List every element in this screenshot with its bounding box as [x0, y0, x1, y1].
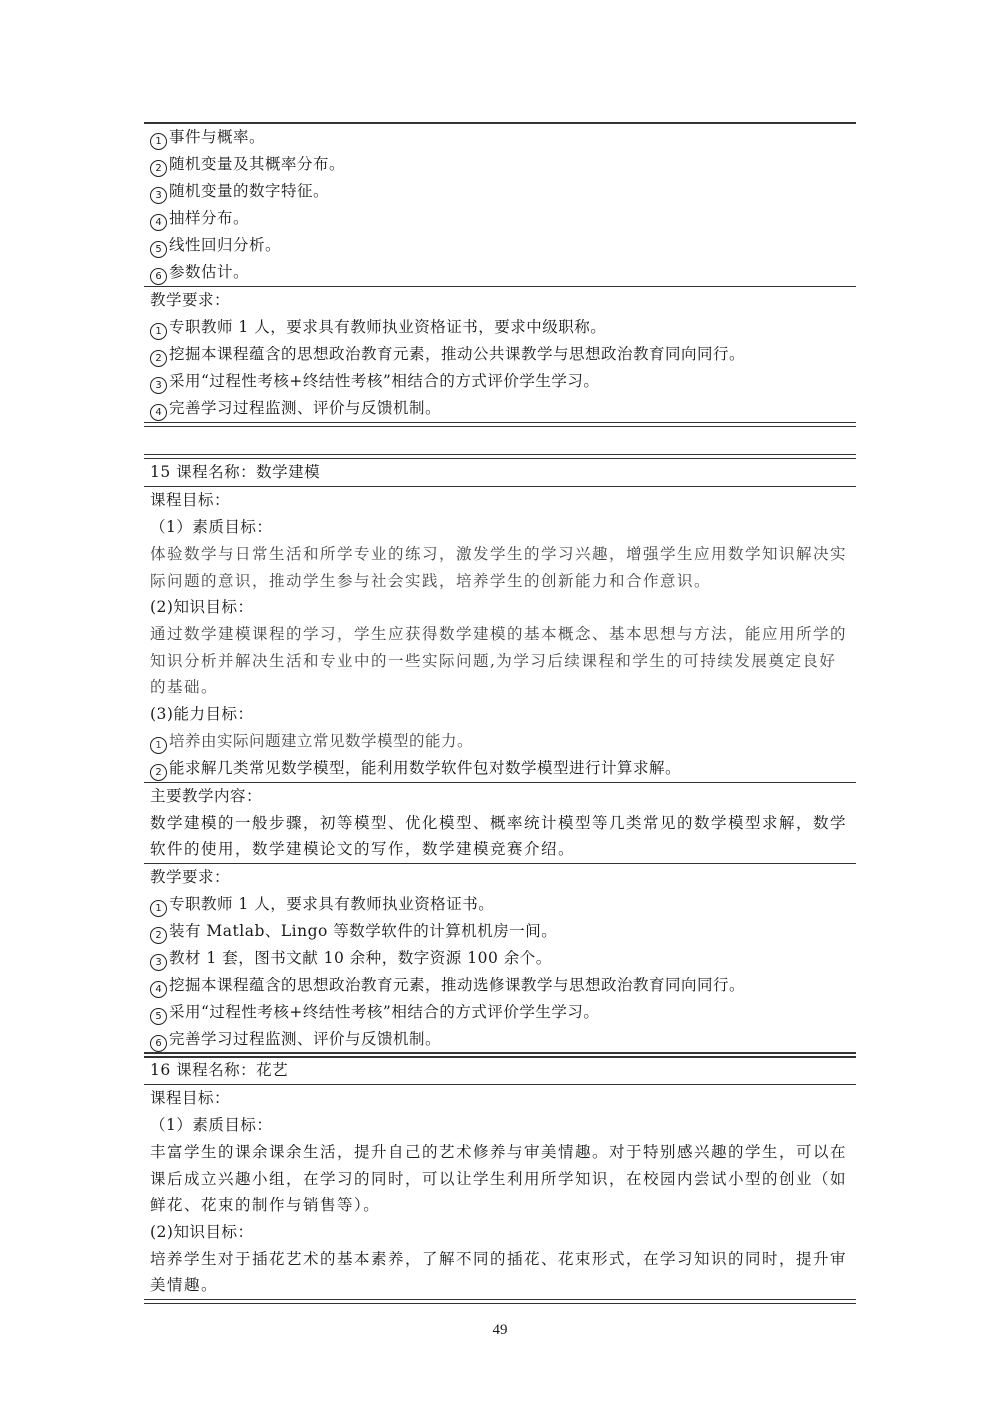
- circled-number: 3: [150, 377, 167, 394]
- list-item-text: 采用“过程性考核+终结性考核”相结合的方式评价学生学习。: [169, 372, 600, 390]
- list-item-text: 随机变量的数字特征。: [169, 182, 330, 200]
- list-item: [144, 945, 856, 972]
- list-item: [144, 259, 856, 286]
- list-item-text: 完善学习过程监测、评价与反馈机制。: [169, 399, 442, 417]
- circled-number: 2: [150, 764, 167, 781]
- paragraph-quality: 体验数学与日常生活和所学专业的练习，激发学生的学习兴趣，增强学生应用数学知识解决实际问题的意识，推动学生参与社会实践，培养学生的创新能力和合作意识。: [150, 545, 848, 590]
- list-item: [144, 891, 856, 918]
- circled-number: 5: [150, 241, 167, 258]
- list-item: [144, 368, 856, 395]
- section-heading-requirements: 教学要求：: [150, 867, 231, 886]
- paragraph-knowledge: 培养学生对于插花艺术的基本素养，了解不同的插花、花束形式，在学习知识的同时，提升审美情趣。: [150, 1249, 848, 1294]
- list-item: [144, 314, 856, 341]
- course-block-floral-art: [144, 1052, 856, 1304]
- list-item-text: 装有 Matlab、Lingo 等数学软件的计算机机房一间。: [169, 921, 558, 940]
- circled-number: 2: [150, 350, 167, 367]
- page-number: 49: [492, 1322, 508, 1338]
- list-item-text: 事件与概率。: [169, 128, 266, 146]
- circled-number: 6: [150, 268, 167, 285]
- course-title: 15 课程名称：数学建模: [150, 463, 321, 481]
- circled-number: 1: [150, 900, 167, 917]
- list-item: [144, 972, 856, 999]
- list-item-text: 专职教师 1 人，要求具有教师执业资格证书。: [169, 894, 495, 913]
- circled-number: 3: [150, 187, 167, 204]
- list-item: [144, 178, 856, 205]
- circled-number: 2: [150, 160, 167, 177]
- circled-number: 6: [150, 1035, 167, 1052]
- circled-number: 4: [150, 214, 167, 231]
- paragraph-content: 数学建模的一般步骤，初等模型、优化模型、概率统计模型等几类常见的数学模型求解，数学软件的使用，数学建模论文的写作，数学建模竞赛介绍。: [150, 813, 848, 858]
- list-item: [144, 341, 856, 368]
- course-block-probability-continued: [144, 122, 856, 427]
- circled-number: 1: [150, 323, 167, 340]
- section-heading-goals: 课程目标：: [150, 1089, 231, 1107]
- list-item: [144, 1026, 856, 1053]
- list-item-text: 抽样分布。: [169, 209, 250, 227]
- list-item-text: 采用“过程性考核+终结性考核”相结合的方式评价学生学习。: [169, 1002, 600, 1021]
- circled-number: 3: [150, 954, 167, 971]
- list-item-text: 教材 1 套，图书文献 10 余种，数字资源 100 余个。: [169, 948, 552, 967]
- list-item: [144, 755, 856, 782]
- course-title: 16 课程名称：花艺: [150, 1061, 289, 1079]
- list-item: [144, 124, 856, 151]
- table-bottom-rule: [144, 422, 856, 427]
- list-item-text: 挖掘本课程蕴含的思想政治教育元素，推动选修课教学与思想政治教育同向同行。: [169, 975, 746, 994]
- list-item: [144, 918, 856, 945]
- list-item: [144, 151, 856, 178]
- circled-number: 4: [150, 404, 167, 421]
- subheading-ability: (3)能力目标：: [150, 704, 254, 723]
- subheading-knowledge: (2)知识目标：: [150, 598, 254, 616]
- list-item-text: 参数估计。: [169, 263, 250, 281]
- list-item: [144, 395, 856, 422]
- circled-number: 5: [150, 1008, 167, 1025]
- table-bottom-rule: [144, 1299, 856, 1304]
- paragraph-knowledge: 通过数学建模课程的学习，学生应获得数学建模的基本概念、基本思想与方法，能应用所学的知识分析并解决生活和专业中的一些实际问题,为学习后续课程和学生的可持续发展奠定良好的基础。: [150, 625, 848, 696]
- section-heading-requirements: 教学要求：: [150, 291, 231, 309]
- subheading-quality: （1）素质目标：: [150, 1116, 273, 1134]
- course-block-math-modeling: [144, 454, 856, 1058]
- section-heading-content: 主要教学内容：: [150, 786, 263, 805]
- list-item-text: 随机变量及其概率分布。: [169, 155, 346, 173]
- list-item: [144, 205, 856, 232]
- list-item-text: 培养由实际问题建立常见数学模型的能力。: [169, 731, 474, 750]
- subheading-quality: （1）素质目标：: [150, 518, 273, 536]
- section-heading-goals: 课程目标：: [150, 491, 231, 509]
- list-item-text: 完善学习过程监测、评价与反馈机制。: [169, 1029, 442, 1048]
- circled-number: 4: [150, 981, 167, 998]
- list-item: [144, 728, 856, 755]
- list-item: [144, 232, 856, 259]
- circled-number: 1: [150, 133, 167, 150]
- circled-number: 2: [150, 927, 167, 944]
- list-item-text: 能求解几类常见数学模型，能利用数学软件包对数学模型进行计算求解。: [169, 758, 682, 777]
- list-item-text: 线性回归分析。: [169, 236, 282, 254]
- list-item: [144, 999, 856, 1026]
- list-item-text: 专职教师 1 人，要求具有教师执业资格证书，要求中级职称。: [169, 318, 607, 336]
- circled-number: 1: [150, 737, 167, 754]
- subheading-knowledge: (2)知识目标：: [150, 1222, 254, 1241]
- list-item-text: 挖掘本课程蕴含的思想政治教育元素，推动公共课教学与思想政治教育同向同行。: [169, 345, 746, 363]
- paragraph-quality: 丰富学生的课余课余生活，提升自己的艺术修养与审美情趣。对于特别感兴趣的学生，可以在课后成立兴趣小组，在学习的同时，可以让学生利用所学知识，在校园内尝试小型的创业（如鲜花、花束的制作与销售等）。: [150, 1143, 848, 1214]
